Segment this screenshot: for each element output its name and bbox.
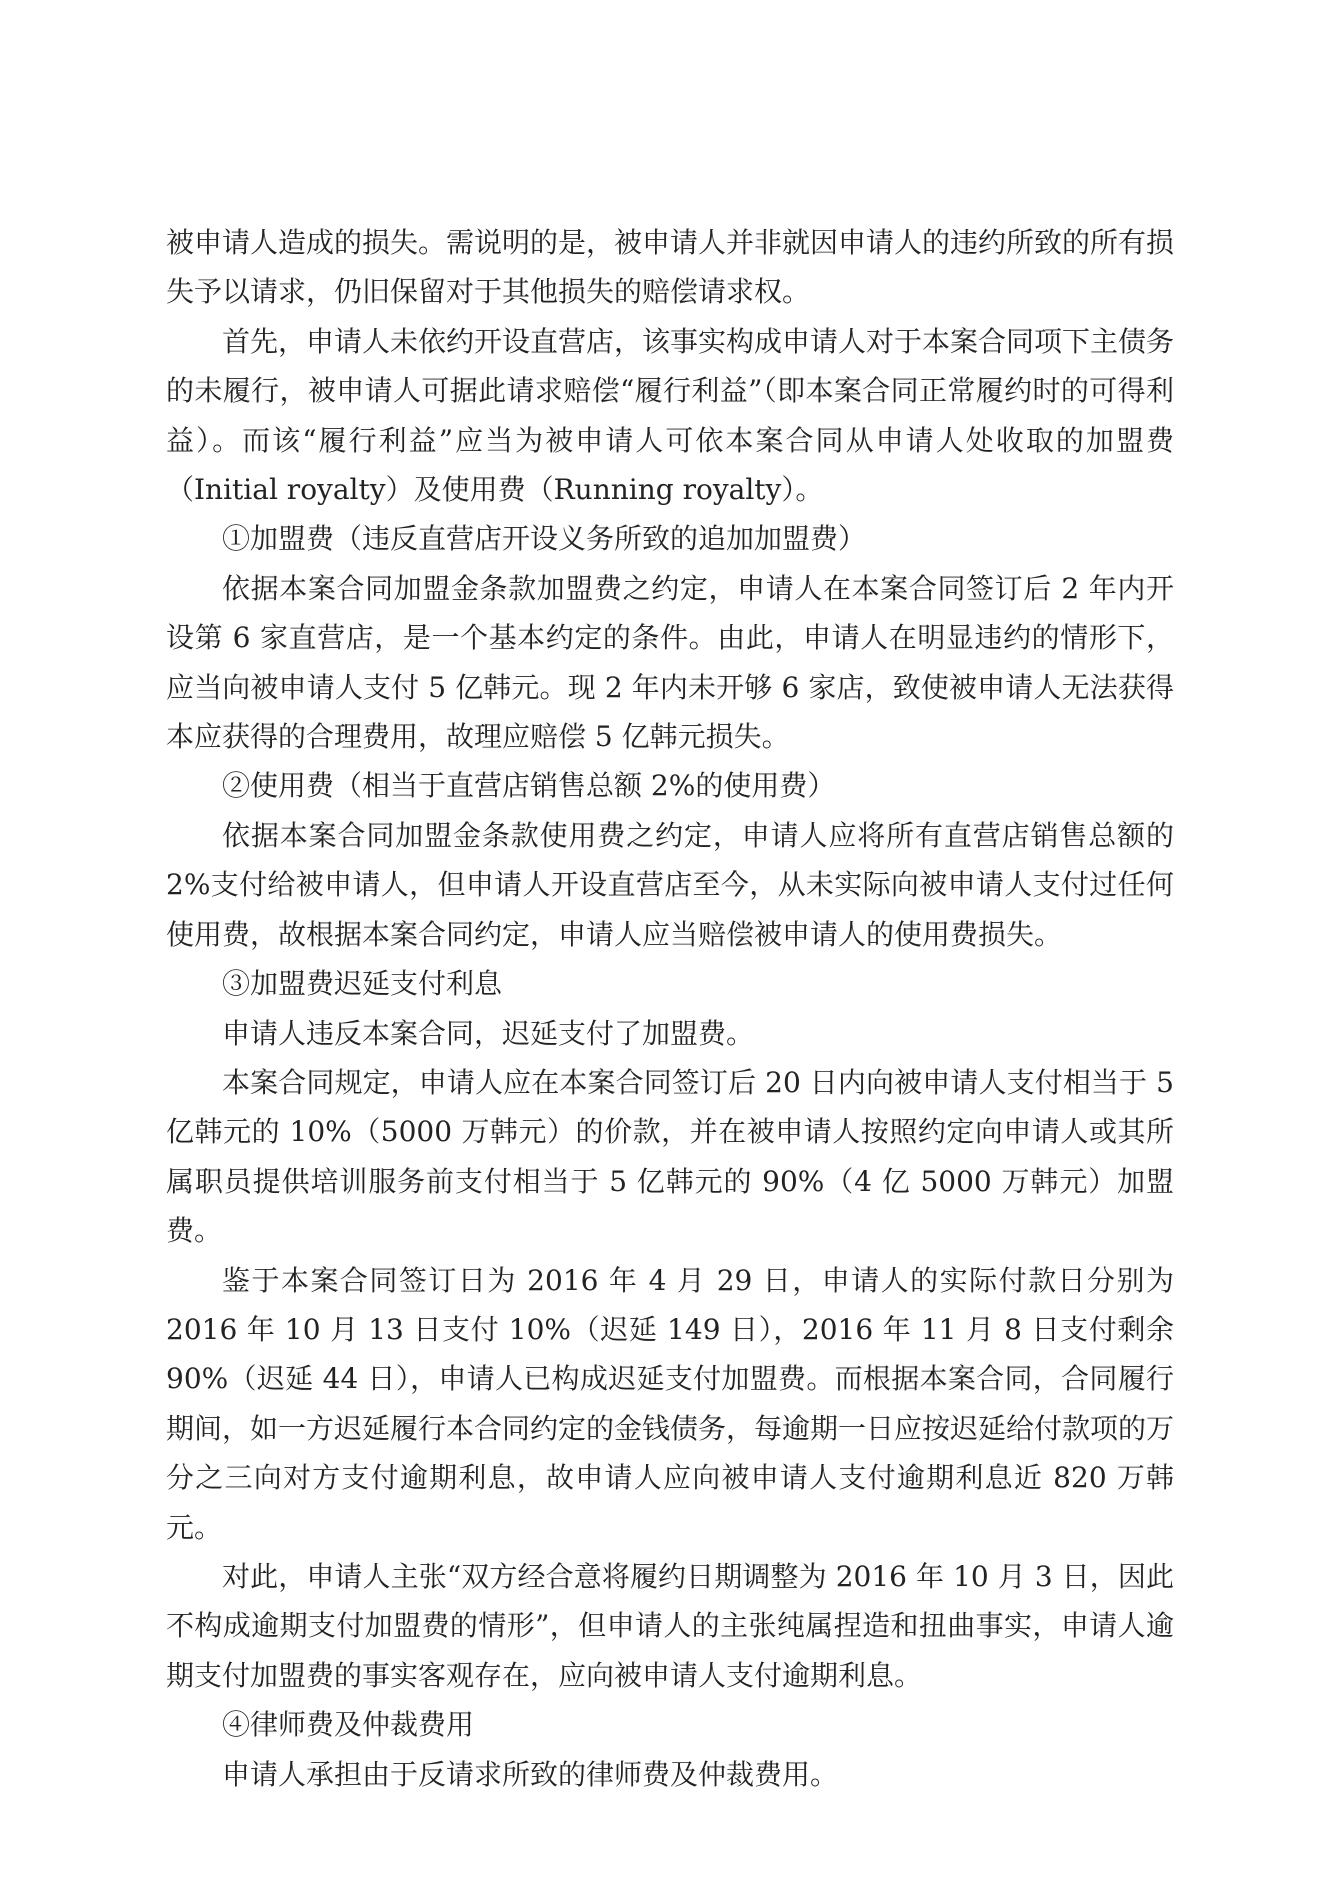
- heading-late-interest: ③加盟费迟延支付利息: [222, 967, 503, 1001]
- paragraph-continuation: 被申请人造成的损失。需说明的是，被申请人并非就因申请人的违约所致的所有损失予以请求，仍旧保留对于其他损失的赔偿请求权。: [166, 226, 1175, 309]
- paragraph-contract-terms: 本案合同规定，申请人应在本案合同签订后 20 日内向被申请人支付相当于 5 亿韩元的 10%（5000 万韩元）的价款，并在被申请人按照约定向申请人或其所属职员提供培训服务前支付相当于 5 亿韩元的 90%（4 亿 5000 万韩元）加盟费。: [166, 1065, 1174, 1248]
- paragraph-payment-dates: 鉴于本案合同签订日为 2016 年 4 月 29 日，申请人的实际付款日分别为 2016 年 10 月 13 日支付 10%（迟延 149 日），2016 年 11 月 8 日支付剩余 90%（迟延 44 日），申请人已构成迟延支付加盟费。而根据本案合同，合同履行期间，如一方迟延履行本合同约定的金钱债务，每逾期一日应按迟延给付款项的万分之三向对方支付逾期利息，故申请人应向被申请人支付逾期利息近 820 万韩元。: [166, 1263, 1175, 1544]
- paragraph-performance-interest: 首先，申请人未依约开设直营店，该事实构成申请人对于本案合同项下主债务的未履行，被申请人可据此请求赔偿“履行利益”（即本案合同正常履约时的可得利益）。而该“履行利益”应当为被申请人可依本案合同从申请人处收取的加盟费（Initial royalty）及使用费（Running royalty）。: [166, 324, 1175, 507]
- heading-initial-royalty: ①加盟费（违反直营店开设义务所致的追加加盟费）: [222, 522, 867, 556]
- paragraph-late-payment: 申请人违反本案合同，迟延支付了加盟费。: [222, 1016, 755, 1050]
- heading-running-royalty: ②使用费（相当于直营店销售总额 2%的使用费）: [222, 769, 836, 803]
- document-body: [166, 218, 1174, 1799]
- paragraph-initial-royalty: 依据本案合同加盟金条款加盟费之约定，申请人在本案合同签订后 2 年内开设第 6 家直营店，是一个基本约定的条件。由此，申请人在明显违约的情形下，应当向被申请人支付 5 亿韩元。现 2 年内未开够 6 家店，致使被申请人无法获得本应获得的合理费用，故理应赔偿 5 亿韩元损失。: [166, 571, 1174, 754]
- heading-legal-fees: ④律师费及仲裁费用: [222, 1708, 475, 1742]
- paragraph-legal-fees: 申请人承担由于反请求所致的律师费及仲裁费用。: [222, 1757, 839, 1791]
- paragraph-applicant-claim: 对此，申请人主张“双方经合意将履约日期调整为 2016 年 10 月 3 日，因此不构成逾期支付加盟费的情形”，但申请人的主张纯属捏造和扭曲事实，申请人逾期支付加盟费的事实客观存在，应向被申请人支付逾期利息。: [166, 1559, 1174, 1692]
- paragraph-running-royalty: 依据本案合同加盟金条款使用费之约定，申请人应将所有直营店销售总额的 2%支付给被申请人，但申请人开设直营店至今，从未实际向被申请人支付过任何使用费，故根据本案合同约定，申请人应当赔偿被申请人的使用费损失。: [166, 818, 1174, 951]
